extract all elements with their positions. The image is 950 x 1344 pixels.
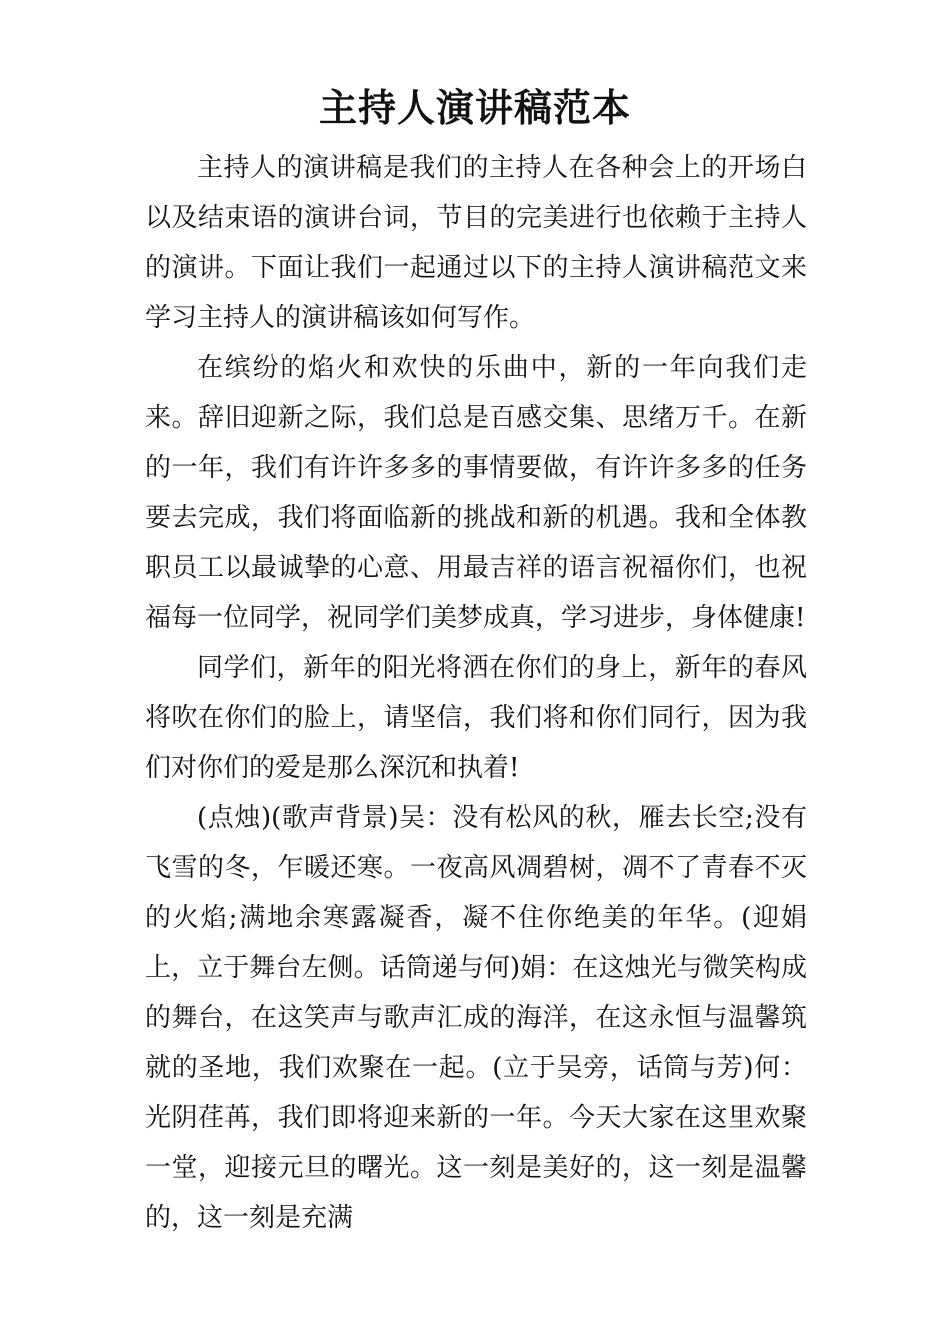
paragraph-intro: 主持人的演讲稿是我们的主持人在各种会上的开场白以及结束语的演讲台词，节目的完美进行也依赖于主持人的演讲。下面让我们一起通过以下的主持人演讲稿范文来学习主持人的演讲稿该如何写作。 [145, 153, 807, 333]
paragraph-new-year: 在缤纷的焰火和欢快的乐曲中，新的一年向我们走来。辞旧迎新之际，我们总是百感交集、思绪万千。在新的一年，我们有许许多多的事情要做，有许许多多的任务要去完成，我们将面临新的挑战和新的机遇。我和全体教职员工以最诚挚的心意、用最吉祥的语言祝福你们，也祝福每一位同学，祝同学们美梦成真，学习进步，身体健康! [145, 353, 807, 633]
paragraph-script: (点烛)(歌声背景)吴：没有松风的秋，雁去长空;没有飞雪的冬，乍暖还寒。一夜高风凋碧树，凋不了青春不灭的火焰;满地余寒露凝香，凝不住你绝美的年华。(迎娟上，立于舞台左侧。话筒递与何)娟：在这烛光与微笑构成的舞台，在这笑声与歌声汇成的海洋，在这永恒与温馨筑就的圣地，我们欢聚在一起。(立于吴旁，话筒与芳)何：光阴荏苒，我们即将迎来新的一年。今天大家在这里欢聚一堂，迎接元旦的曙光。这一刻是美好的，这一刻是温馨的，这一刻是充满 [145, 803, 807, 1233]
document-title: 主持人演讲稿范本 [318, 85, 631, 130]
document-body [145, 143, 807, 1243]
paragraph-students: 同学们，新年的阳光将洒在你们的身上，新年的春风将吹在你们的脸上，请坚信，我们将和你们同行，因为我们对你们的爱是那么深沉和执着! [145, 653, 807, 783]
